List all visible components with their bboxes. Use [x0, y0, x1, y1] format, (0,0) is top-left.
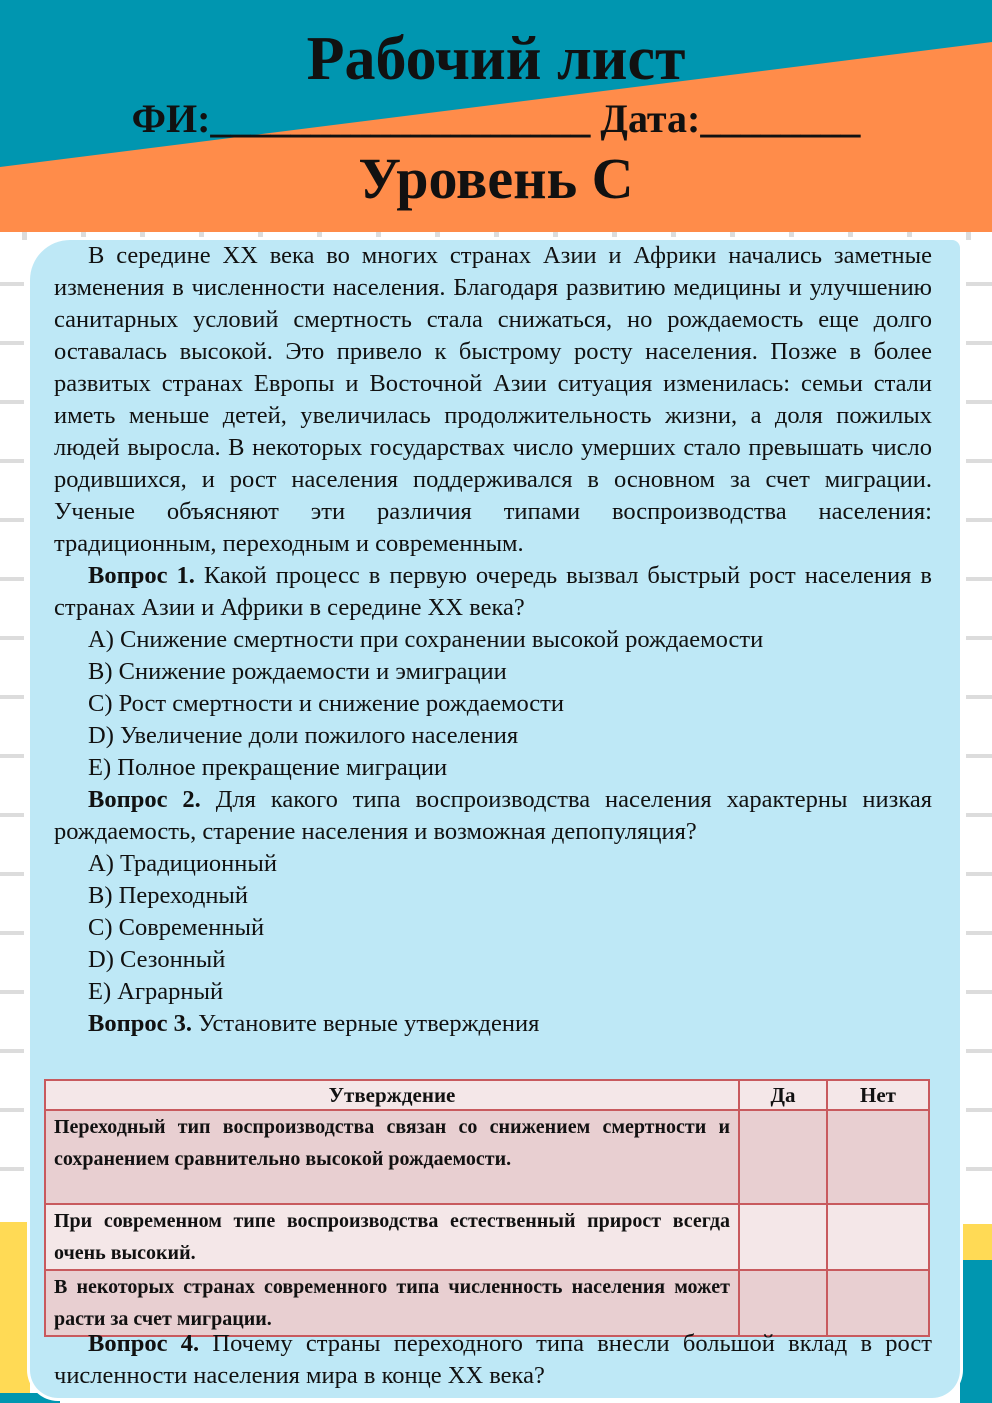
question-4 — [54, 1328, 932, 1392]
grid-tick — [0, 341, 24, 345]
grid-tick — [966, 872, 992, 876]
grid-tick — [0, 813, 24, 817]
question-3 — [54, 1008, 932, 1040]
grid-tick — [0, 695, 24, 699]
grid-tick — [966, 577, 992, 581]
question-2-label: Вопрос 2. — [88, 786, 201, 813]
grid-tick — [907, 232, 912, 240]
header-statement: Утверждение — [45, 1080, 739, 1110]
grid-tick — [81, 232, 86, 240]
table-row — [45, 1270, 929, 1336]
q2-option-e[interactable]: E) Аграрный — [88, 978, 224, 1005]
question-3-label: Вопрос 3. — [88, 1010, 192, 1037]
question-2 — [54, 784, 932, 848]
grid-tick — [0, 400, 24, 404]
q1-option-d[interactable]: D) Увеличение доли пожилого населения — [88, 722, 519, 749]
grid-tick — [0, 577, 24, 581]
yes-cell[interactable] — [739, 1110, 827, 1204]
grid-tick — [966, 990, 992, 994]
statement-text: В некоторых странах современного типа численность населения может расти за счет миграции. — [45, 1270, 739, 1336]
grid-tick — [0, 754, 24, 758]
q2-option-a[interactable]: A) Традиционный — [88, 850, 277, 877]
grid-tick — [553, 232, 558, 240]
q1-option-a[interactable]: A) Снижение смертности при сохранении высокой рождаемости — [88, 626, 764, 653]
grid-tick — [376, 232, 381, 240]
header-yes: Да — [739, 1080, 827, 1110]
name-label: ФИ: — [131, 96, 211, 141]
grid-tick — [966, 636, 992, 640]
question-4-block — [54, 1328, 932, 1392]
grid-tick — [317, 232, 322, 240]
q1-option-b[interactable]: B) Снижение рождаемости и эмиграции — [88, 658, 507, 685]
grid-tick — [848, 232, 853, 240]
header-banner — [0, 0, 992, 232]
q1-option-e[interactable]: E) Полное прекращение миграции — [88, 754, 448, 781]
no-cell[interactable] — [827, 1204, 929, 1270]
grid-tick — [612, 232, 617, 240]
date-label: Дата: — [600, 96, 701, 141]
grid-tick — [494, 232, 499, 240]
level-title: Уровень С — [358, 146, 634, 211]
no-cell[interactable] — [827, 1110, 929, 1204]
grid-tick — [966, 341, 992, 345]
yes-cell[interactable] — [739, 1270, 827, 1336]
grid-tick — [0, 1108, 24, 1112]
grid-tick — [966, 459, 992, 463]
q2-option-d[interactable]: D) Сезонный — [88, 946, 226, 973]
statements-table — [44, 1079, 930, 1337]
grid-tick — [966, 400, 992, 404]
grid-tick — [199, 232, 204, 240]
worksheet-content — [54, 240, 932, 1040]
grid-tick — [258, 232, 263, 240]
grid-tick — [671, 232, 676, 240]
table-header-row — [45, 1080, 929, 1110]
intro-paragraph: В середине XX века во многих странах Азии и Африки начались заметные изменения в численности населения. Благодаря развитию медицины и улучшению санитарных условий смертность стала снижаться, но рождаемость еще долго оставалась высокой. Это привело к быстрому росту населения. Позже в более развитых странах Европы и Восточной Азии ситуация изменилась: семьи стали иметь меньше детей, увеличилась продолжительность жизни, а доля пожилых людей выросла. В некоторых государствах число умерших стало превышать число родившихся, и рост населения поддерживался в основном за счет миграции. Ученые объясняют эти различия типами воспроизводства населения: традиционным, переходным и современным. — [54, 242, 932, 557]
grid-tick — [966, 1049, 992, 1053]
grid-tick — [966, 1167, 992, 1171]
grid-tick — [0, 990, 24, 994]
grid-tick — [435, 232, 440, 240]
grid-tick — [966, 813, 992, 817]
grid-tick — [730, 232, 735, 240]
grid-tick — [0, 872, 24, 876]
statement-text: При современном типе воспроизводства естественный прирост всегда очень высокий. — [45, 1204, 739, 1270]
grid-tick — [789, 232, 794, 240]
question-1 — [54, 560, 932, 624]
question-4-text: Почему страны переходного типа внесли большой вклад в рост численности населения мира в конце XX века? — [54, 1330, 932, 1389]
name-date-line — [0, 96, 992, 142]
grid-tick — [966, 931, 992, 935]
date-field[interactable]: ________ — [700, 96, 861, 141]
grid-tick — [0, 1167, 24, 1171]
grid-tick — [0, 518, 24, 522]
yellow-decoration-left — [0, 1222, 30, 1403]
grid-tick — [0, 636, 24, 640]
no-cell[interactable] — [827, 1270, 929, 1336]
grid-tick — [22, 232, 27, 240]
question-2-text: Для какого типа воспроизводства населения характерны низкая рождаемость, старение населения и возможная депопуляция? — [54, 786, 932, 845]
q1-option-c[interactable]: C) Рост смертности и снижение рождаемости — [88, 690, 565, 717]
grid-tick — [0, 931, 24, 935]
grid-tick — [966, 282, 992, 286]
grid-tick — [966, 695, 992, 699]
grid-tick — [966, 754, 992, 758]
grid-tick — [140, 232, 145, 240]
grid-tick — [0, 282, 24, 286]
grid-tick — [966, 232, 971, 240]
table-row — [45, 1204, 929, 1270]
question-1-label: Вопрос 1. — [88, 562, 195, 589]
question-4-label: Вопрос 4. — [88, 1330, 200, 1357]
grid-tick — [966, 1108, 992, 1112]
grid-tick — [966, 518, 992, 522]
grid-tick — [0, 1049, 24, 1053]
name-field[interactable]: ___________________ — [210, 96, 591, 141]
grid-tick — [0, 459, 24, 463]
statement-text: Переходный тип воспроизводства связан со снижением смертности и сохранением сравнительно высокой рождаемости. — [45, 1110, 739, 1204]
header-no: Нет — [827, 1080, 929, 1110]
table-row — [45, 1110, 929, 1204]
q2-option-c[interactable]: C) Современный — [88, 914, 265, 941]
question-3-text: Установите верные утверждения — [191, 1010, 540, 1037]
yes-cell[interactable] — [739, 1204, 827, 1270]
worksheet-title: Рабочий лист — [306, 25, 686, 93]
teal-decoration-right — [960, 1260, 992, 1403]
q2-option-b[interactable]: B) Переходный — [88, 882, 249, 909]
question-1-text: Какой процесс в первую очередь вызвал быстрый рост населения в странах Азии и Африки в середине XX века? — [54, 562, 932, 621]
